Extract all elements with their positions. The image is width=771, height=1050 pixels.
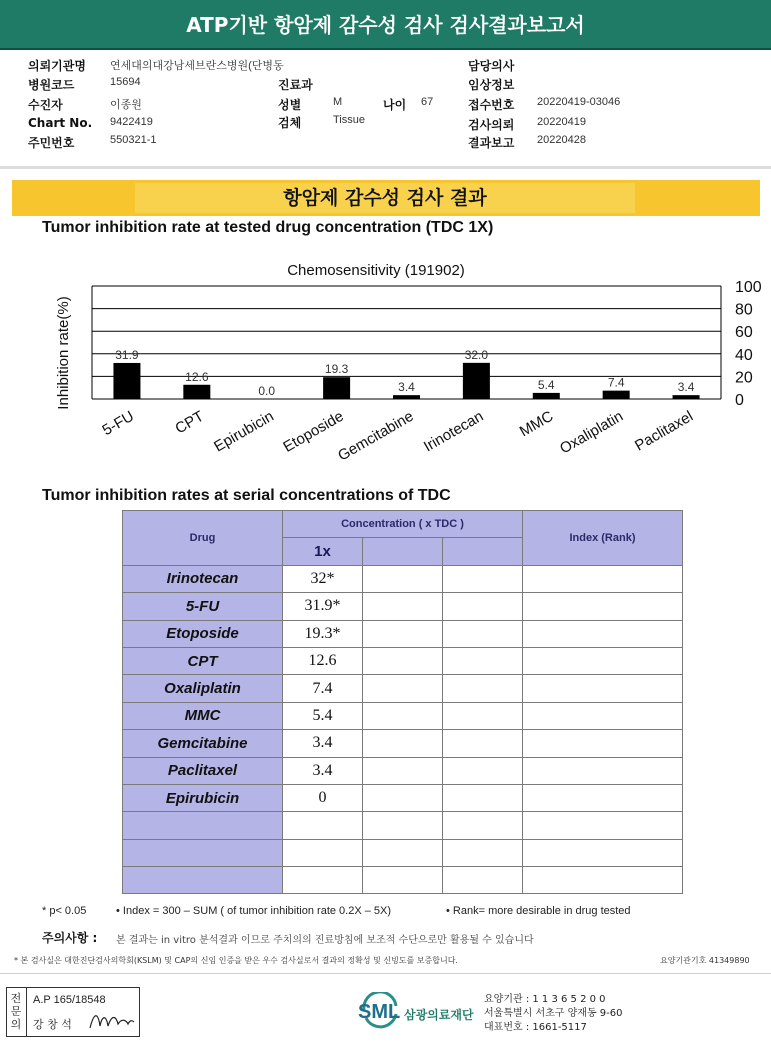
info-value-report-date: 20220428 — [537, 134, 586, 146]
info-value-age: 67 — [421, 96, 434, 108]
chart-bar — [393, 395, 420, 399]
info-label-age: 나이 — [383, 98, 407, 112]
inhibition-cell — [363, 730, 443, 757]
chart-x-tick-label: Epirubicin — [211, 407, 277, 456]
inhibition-cell — [363, 812, 443, 839]
org-line: 대표번호 : 1661-5117 — [484, 1022, 587, 1033]
table-row — [123, 757, 683, 784]
chart-bar — [113, 363, 140, 399]
p-value-note: * p< 0.05 — [42, 905, 87, 917]
chart-data-label: 5.4 — [537, 377, 555, 392]
chart-bar — [673, 395, 700, 399]
chart-data-label: 32.0 — [464, 347, 489, 362]
chart-y-tick-label: 40 — [735, 346, 753, 364]
info-label-receipt-no: 접수번호 — [468, 98, 515, 112]
inhibition-1x-cell: 5.4 — [283, 702, 363, 729]
table-row — [123, 812, 683, 839]
drug-name-cell: Paclitaxel — [123, 757, 283, 784]
info-value-receipt-no: 20220419-03046 — [537, 96, 621, 108]
info-value-request-date: 20220419 — [537, 116, 586, 128]
table-header-conc-3 — [443, 538, 523, 565]
inhibition-cell — [363, 565, 443, 592]
info-value-resident-no: 550321-1 — [110, 134, 157, 146]
org-contact — [484, 993, 623, 1035]
table-header-concentration: Concentration ( x TDC ) — [283, 511, 523, 538]
chart-data-label: 12.6 — [185, 369, 209, 384]
table-header-conc-2 — [363, 538, 443, 565]
inhibition-cell — [443, 593, 523, 620]
table-row — [123, 839, 683, 866]
chart-bar — [323, 377, 350, 399]
drug-name-cell: CPT — [123, 647, 283, 674]
index-rank-cell — [523, 702, 683, 729]
table-row — [123, 784, 683, 811]
index-note: • Index = 300 – SUM ( of tumor inhibition rate 0.2X – 5X) — [116, 905, 392, 917]
chart-title: Chemosensitivity (191902) — [287, 262, 465, 279]
inhibition-cell — [443, 675, 523, 702]
inhibition-cell — [443, 839, 523, 866]
chart-x-tick-label: CPT — [172, 407, 207, 438]
table-row — [123, 647, 683, 674]
info-label-request-date: 검사의뢰 — [468, 118, 515, 132]
index-rank-cell — [523, 757, 683, 784]
chart-x-tick-label: Paclitaxel — [631, 407, 697, 455]
table-heading: Tumor inhibition rates at serial concentrations of TDC — [42, 487, 451, 504]
chart-data-label: 3.4 — [398, 380, 415, 395]
table-row — [123, 620, 683, 647]
table-row — [123, 730, 683, 757]
inhibition-1x-cell: 3.4 — [283, 757, 363, 784]
index-rank-cell — [523, 867, 683, 894]
org-line: 서울특별시 서초구 양재동 9-60 — [484, 1008, 623, 1019]
drug-name-cell: 5-FU — [123, 593, 283, 620]
institution-code: 요양기관기호 41349890 — [660, 956, 750, 965]
drug-name-cell: Irinotecan — [123, 565, 283, 592]
inhibition-cell — [363, 675, 443, 702]
index-rank-cell — [523, 675, 683, 702]
chart-bar — [533, 393, 560, 399]
org-line: 요양기관 : 1 1 3 6 5 2 0 0 — [484, 994, 606, 1005]
signature-box-divider — [26, 987, 27, 1037]
info-value-chart-no: 9422419 — [110, 116, 153, 128]
chart-x-tick-label: Gemcitabine — [335, 407, 417, 465]
inhibition-cell — [443, 702, 523, 729]
index-rank-cell — [523, 839, 683, 866]
index-rank-cell — [523, 784, 683, 811]
inhibition-cell — [363, 839, 443, 866]
drug-name-cell: Gemcitabine — [123, 730, 283, 757]
chart-y-ticks — [735, 279, 762, 409]
inhibition-cell — [443, 757, 523, 784]
chart-bar — [463, 363, 490, 399]
inhibition-1x-cell — [283, 867, 363, 894]
inhibition-cell — [443, 620, 523, 647]
chart-x-tick-label: 5-FU — [99, 407, 137, 440]
inhibition-cell — [443, 812, 523, 839]
info-value-hospital-code: 15694 — [110, 76, 141, 88]
info-value-institution: 연세대의대강남세브란스병원(단병동 — [110, 60, 284, 72]
info-label-report-date: 결과보고 — [468, 136, 515, 150]
inhibition-1x-cell: 3.4 — [283, 730, 363, 757]
chart-y-axis-label: Inhibition rate(%) — [55, 296, 72, 410]
inhibition-1x-cell: 32* — [283, 565, 363, 592]
info-label-department: 진료과 — [278, 78, 313, 92]
info-label-resident-no: 주민번호 — [28, 136, 75, 150]
caution-text: 본 결과는 in vitro 분석결과 이므로 주치의의 진료방침에 보조적 수단으로만 활용될 수 있습니다 — [116, 935, 534, 946]
table-row — [123, 593, 683, 620]
drug-name-cell: Etoposide — [123, 620, 283, 647]
info-divider — [0, 166, 771, 169]
inhibition-cell — [363, 593, 443, 620]
table-row — [123, 565, 683, 592]
chart-y-tick-label: 0 — [735, 392, 744, 409]
inhibition-cell — [363, 647, 443, 674]
info-value-patient: 이종원 — [110, 99, 142, 111]
info-value-specimen: Tissue — [333, 114, 365, 126]
chart-bar — [603, 391, 630, 399]
info-label-clinical-info: 임상정보 — [468, 78, 515, 92]
inhibition-1x-cell — [283, 839, 363, 866]
doctor-name: 강 창 석 — [33, 1018, 72, 1031]
table-header-index: Index (Rank) — [523, 511, 683, 566]
inhibition-1x-cell — [283, 812, 363, 839]
section-title: 항암제 감수성 검사 결과 — [283, 187, 487, 209]
drug-table — [122, 510, 683, 894]
info-label-specimen: 검체 — [278, 116, 302, 130]
drug-name-cell: Epirubicin — [123, 784, 283, 811]
chart-heading: Tumor inhibition rate at tested drug concentration (TDC 1X) — [42, 219, 494, 236]
inhibition-cell — [363, 620, 443, 647]
chart-data-label: 31.9 — [115, 347, 139, 362]
inhibition-1x-cell: 7.4 — [283, 675, 363, 702]
inhibition-1x-cell: 0 — [283, 784, 363, 811]
table-row — [123, 702, 683, 729]
index-rank-cell — [523, 565, 683, 592]
inhibition-cell — [443, 867, 523, 894]
chart-x-ticks — [100, 408, 696, 465]
info-label-chart-no: Chart No. — [28, 116, 93, 130]
inhibition-1x-cell: 19.3* — [283, 620, 363, 647]
report-title: ATP기반 항암제 감수성 검사 검사결과보고서 — [0, 0, 771, 50]
chart-x-tick-label: Oxaliplatin — [557, 407, 627, 458]
chart-y-tick-label: 60 — [735, 324, 753, 342]
patient-info — [0, 52, 771, 164]
inhibition-1x-cell: 12.6 — [283, 647, 363, 674]
caution-label: 주의사항 : — [42, 931, 98, 945]
chart-y-tick-label: 80 — [735, 301, 753, 319]
info-label-hospital-code: 병원코드 — [28, 78, 75, 92]
inhibition-cell — [363, 784, 443, 811]
chart-data-label: 0.0 — [258, 384, 276, 398]
index-rank-cell — [523, 647, 683, 674]
chart-y-tick-label: 20 — [735, 369, 753, 387]
inhibition-cell — [443, 565, 523, 592]
drug-name-cell — [123, 867, 283, 894]
drug-name-cell — [123, 839, 283, 866]
chart-x-tick-label: MMC — [516, 407, 557, 441]
drug-name-cell: MMC — [123, 702, 283, 729]
inhibition-cell — [443, 647, 523, 674]
table-header-drug: Drug — [123, 511, 283, 566]
chart-data-label: 19.3 — [324, 362, 349, 377]
info-label-doctor: 담당의사 — [468, 59, 515, 73]
chart-x-tick-label: Irinotecan — [420, 407, 487, 456]
chart-data-label: 7.4 — [607, 375, 625, 390]
chart-data-label: 3.4 — [677, 380, 695, 395]
inhibition-1x-cell: 31.9* — [283, 593, 363, 620]
inhibition-cell — [443, 784, 523, 811]
inhibition-cell — [363, 757, 443, 784]
table-header-1x: 1x — [283, 538, 363, 565]
certification-note: * 본 검사실은 대한진단검사의학회(KSLM) 및 CAP의 신임 인증을 받은 우수 검사실로서 결과의 정확성 및 신빙도를 보증합니다. — [14, 956, 458, 965]
chart-y-tick-label: 100 — [735, 279, 762, 296]
chart-x-tick-label: Etoposide — [280, 407, 347, 456]
index-rank-cell — [523, 812, 683, 839]
rank-note: • Rank= more desirable in drug tested — [446, 905, 631, 917]
table-row — [123, 675, 683, 702]
index-rank-cell — [523, 730, 683, 757]
index-rank-cell — [523, 620, 683, 647]
inhibition-cell — [363, 702, 443, 729]
doctor-signature — [88, 1008, 136, 1034]
ap-number: A.P 165/18548 — [33, 994, 106, 1006]
inhibition-cell — [363, 867, 443, 894]
info-value-sex: M — [333, 96, 343, 108]
chart-bar — [183, 385, 210, 399]
info-label-patient: 수진자 — [28, 98, 63, 112]
org-name: 삼광의료재단 — [404, 1008, 474, 1022]
sml-logo-text: SML — [358, 1001, 401, 1023]
info-label-institution: 의뢰기관명 — [28, 59, 86, 73]
table-row — [123, 867, 683, 894]
drug-name-cell — [123, 812, 283, 839]
inhibition-cell — [443, 730, 523, 757]
info-label-sex: 성별 — [278, 98, 302, 112]
drug-name-cell: Oxaliplatin — [123, 675, 283, 702]
chemosensitivity-chart — [0, 250, 771, 470]
index-rank-cell — [523, 593, 683, 620]
footer-divider — [0, 973, 771, 974]
specialist-label: 전문의 — [10, 992, 22, 1031]
